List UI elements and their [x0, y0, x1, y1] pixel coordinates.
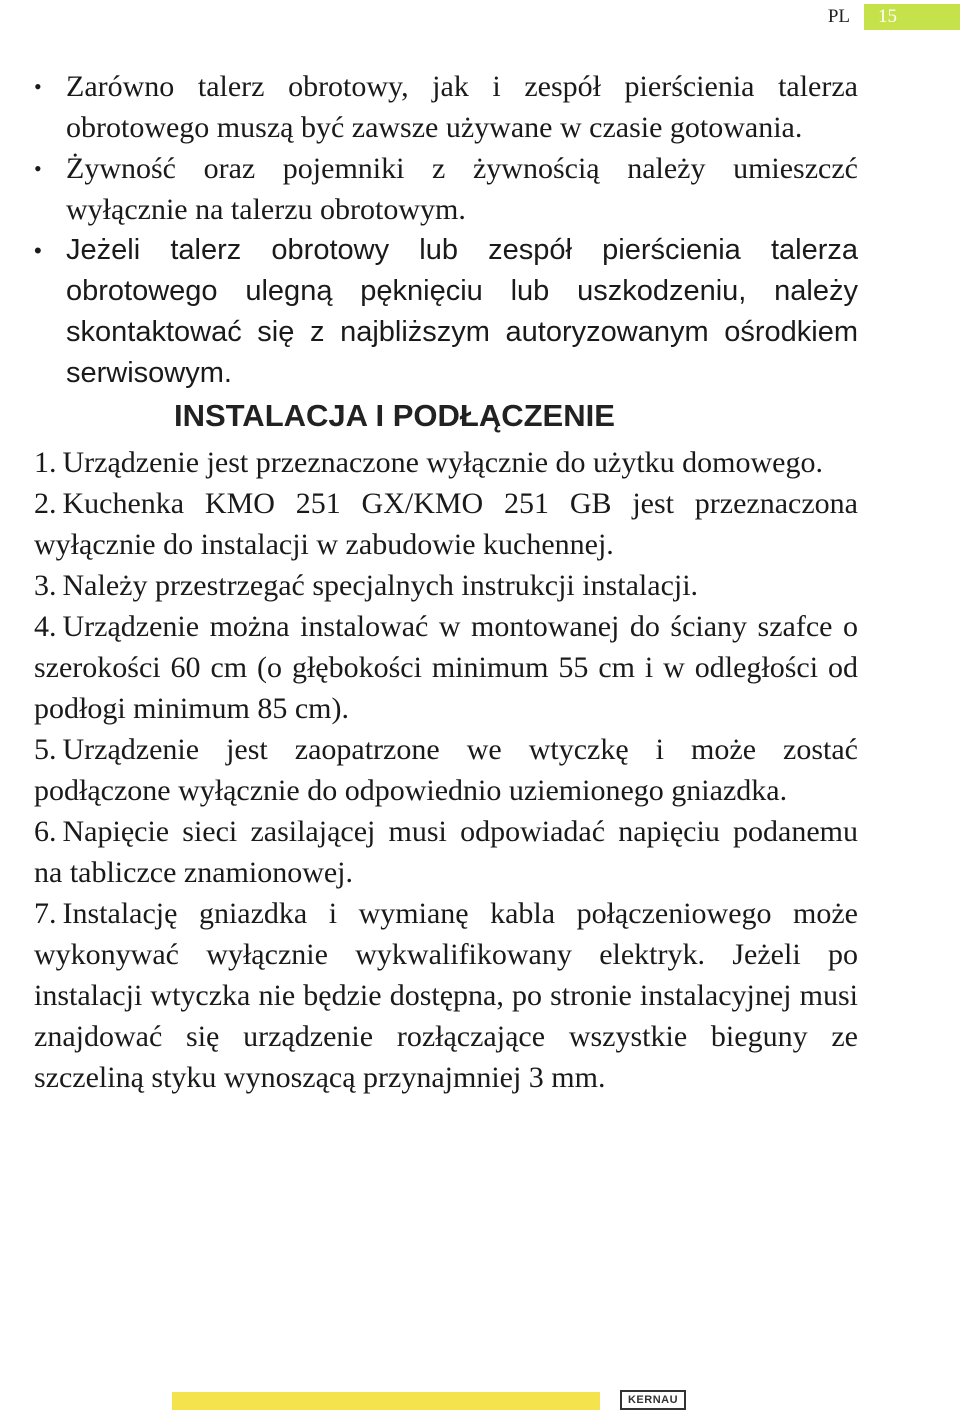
item-number: 3. [34, 569, 57, 602]
item-number: 7. [34, 897, 57, 930]
kernau-logo: KERNAU [620, 1390, 686, 1410]
list-item [34, 729, 858, 811]
page-content [34, 66, 858, 1098]
item-text: Kuchenka KMO 251 GX/KMO 251 GB jest przeznaczona wyłącznie do instalacji w zabudowie kuchennej. [34, 487, 858, 561]
item-text: Napięcie sieci zasilającej musi odpowiadać napięciu podanemu na tabliczce znamionowej. [34, 815, 858, 889]
item-text: Urządzenie jest przeznaczone wyłącznie do użytku domowego. [62, 446, 823, 479]
page-number: 15 [864, 4, 960, 30]
installation-numbered-list [34, 442, 858, 1098]
bullet-item: • Żywność oraz pojemniki z żywnością należy umieszczć wyłącznie na talerzu obrotowym. [34, 148, 858, 230]
list-item [34, 483, 858, 565]
item-number: 5. [34, 733, 57, 766]
section-heading: INSTALACJA I PODŁĄCZENIE [174, 398, 615, 433]
item-number: 1. [34, 446, 57, 479]
list-item [34, 606, 858, 729]
item-number: 4. [34, 610, 57, 643]
item-text: Urządzenie można instalować w montowanej do ściany szafce o szerokości 60 cm (o głębokości minimum 55 cm i w odległości od podłogi minimum 85 cm). [34, 610, 858, 725]
list-item [34, 811, 858, 893]
bullet-item: • Zarówno talerz obrotowy, jak i zespół pierścienia talerza obrotowego muszą być zawsze używane w czasie gotowania. [34, 66, 858, 148]
language-label: PL [827, 6, 850, 27]
page-header [828, 4, 960, 30]
footer-color-bar [172, 1392, 600, 1410]
item-text: Należy przestrzegać specjalnych instrukcji instalacji. [62, 569, 699, 602]
list-item [34, 442, 858, 483]
bullet-item: • Jeżeli talerz obrotowy lub zespół pierścienia talerza obrotowego ulegną pęknięciu lub uszkodzeniu, należy skontaktować się z najbliższym autoryzowanym ośrodkiem serwisowym. [34, 230, 858, 394]
list-item [34, 893, 858, 1098]
item-text: Urządzenie jest zaopatrzone we wtyczkę i może zostać podłączone wyłącznie do odpowiednio uziemionego gniazdka. [34, 733, 858, 807]
safety-bullet-list [34, 66, 858, 394]
item-number: 6. [34, 815, 57, 848]
item-text: Instalację gniazdka i wymianę kabla połączeniowego może wykonywać wyłącznie wykwalifikowany elektryk. Jeżeli po instalacji wtyczka nie będzie dostępna, po stronie instalacyjnej musi znajdować się urządzenie rozłączające wszystkie bieguny ze szczeliną styku wynoszącą przynajmniej 3 mm. [34, 897, 858, 1094]
item-number: 2. [34, 487, 57, 520]
list-item [34, 565, 858, 606]
